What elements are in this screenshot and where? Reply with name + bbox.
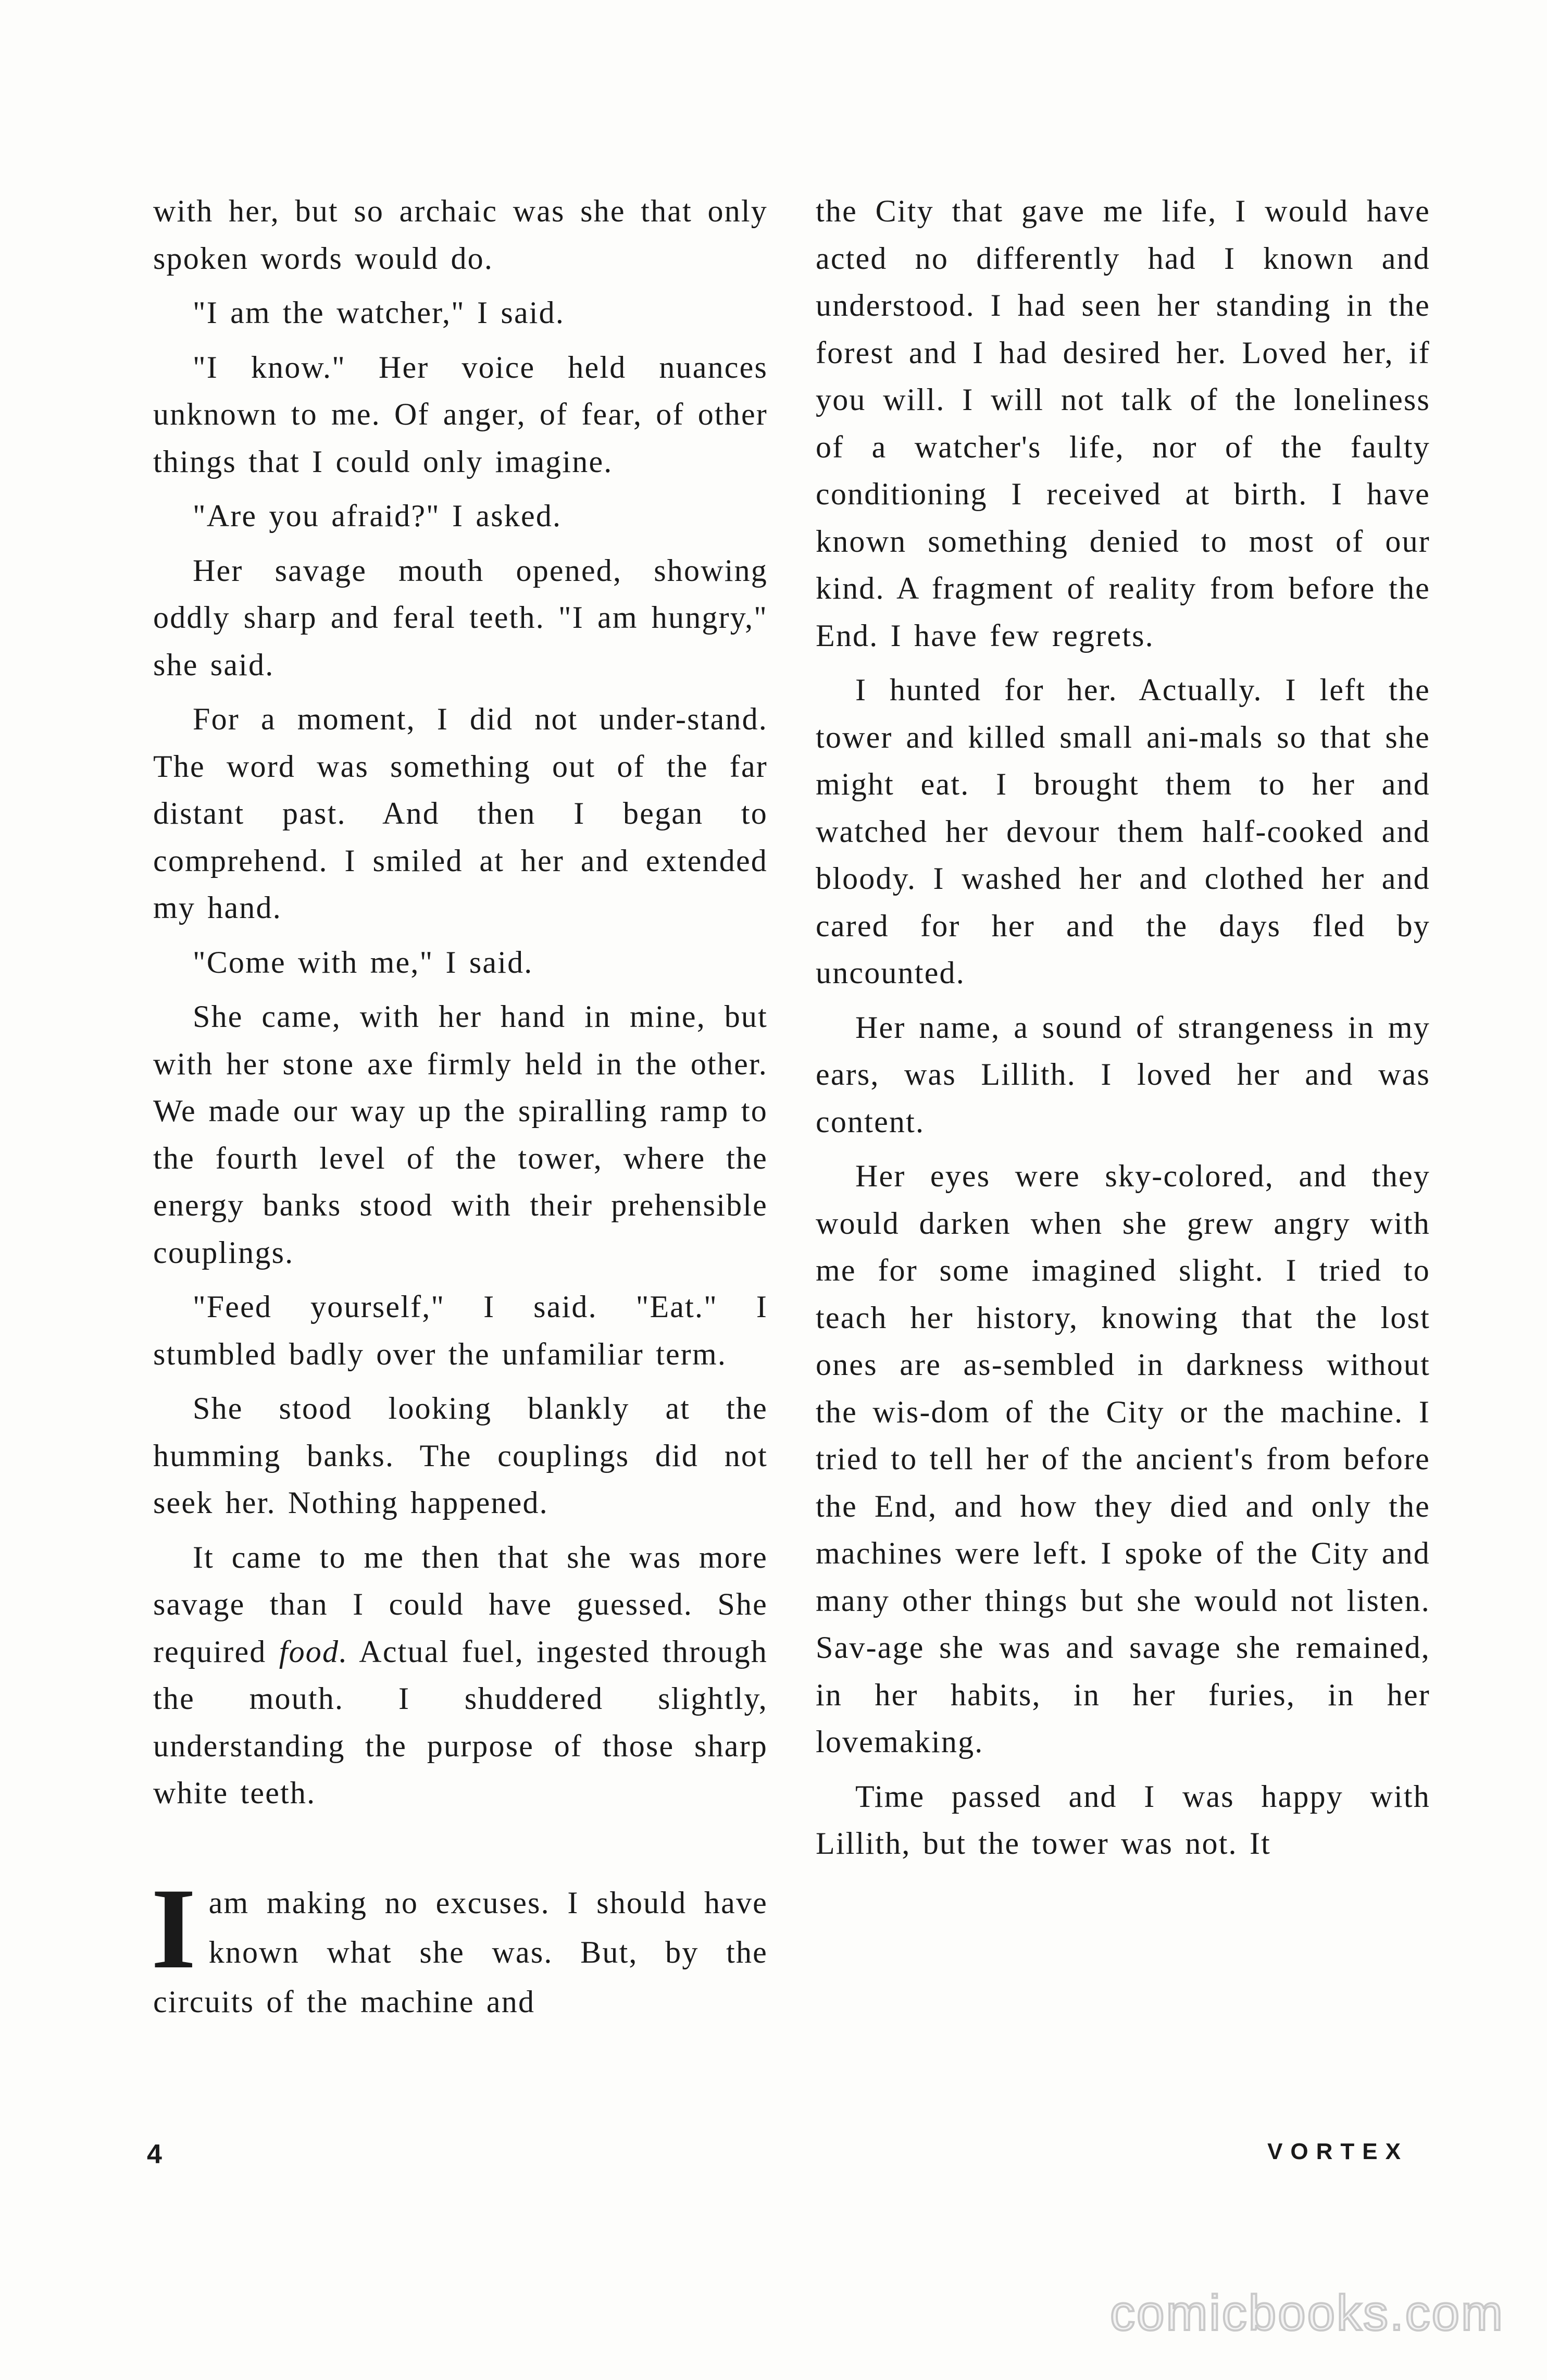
- watermark: comicbooks.com: [1110, 2285, 1504, 2341]
- emphasized-word: food.: [279, 1634, 348, 1669]
- paragraph: She came, with her hand in mine, but with her stone axe firmly held in the other. We made our way up the spiralling ramp to the fourth level of the tower, where the energy banks stood with their prehensible couplings.: [153, 999, 768, 1270]
- page-number: 4: [147, 2139, 163, 2170]
- paragraph: She stood looking blankly at the humming banks. The couplings did not seek her. Nothing happened.: [153, 1391, 768, 1520]
- paragraph: Her name, a sound of strangeness in my ears, was Lillith. I loved her and was content.: [816, 1010, 1430, 1139]
- paragraph: For a moment, I did not under-stand. The word was something out of the far distant past. And then I began to comprehend. I smiled at her and extended my hand.: [153, 702, 768, 925]
- right-text-column: [816, 188, 1430, 1875]
- paragraph: "Are you afraid?" I asked.: [193, 499, 562, 533]
- paragraph-text: It came to me then that she was more savage than I could have guessed. She required: [153, 1540, 768, 1669]
- paragraph-text: Actual fuel, ingested through the mouth. I shuddered slightly, understanding the purpose of those sharp white teeth.: [153, 1634, 768, 1810]
- paragraph: Her eyes were sky-colored, and they would darken when she grew angry with me for some imagined slight. I tried to teach her history, knowing that the lost ones are as-sembled in darkness without the wis-dom of the City or the machine. I tried to tell her of the ancient's from before the End, and how they died and only the machines were left. I spoke of the City and many other things but she would not listen. Sav-age she was and savage she remained, in her habits, in her furies, in her lovemaking.: [816, 1159, 1430, 1759]
- paragraph: "Feed yourself," I said. "Eat." I stumbled badly over the unfamiliar term.: [153, 1290, 768, 1371]
- paragraph-text: am making no excuses. I should have known what she was. But, by the circuits of the machine and: [153, 1885, 768, 2019]
- paragraph: with her, but so archaic was she that only spoken words would do.: [153, 194, 768, 276]
- paragraph: Her savage mouth opened, showing oddly sharp and feral teeth. "I am hungry," she said.: [153, 553, 768, 682]
- drop-cap: I: [151, 1864, 197, 1993]
- paragraph: "I am the watcher," I said.: [193, 295, 565, 330]
- paragraph: I hunted for her. Actually. I left the tower and killed small ani-mals so that she might eat. I brought them to her and watched her devour them half-cooked and bloody. I washed her and clothed her and cared for her and the days fled by uncounted.: [816, 673, 1430, 990]
- paragraph: [153, 1534, 768, 1817]
- left-text-column: [153, 188, 768, 2027]
- paragraph: "I know." Her voice held nuances unknown to me. Of anger, of fear, of other things that I could only imagine.: [153, 350, 768, 479]
- paragraph: Time passed and I was happy with Lillith, but the tower was not. It: [816, 1779, 1430, 1861]
- magazine-title: VORTEX: [1267, 2139, 1408, 2164]
- section-opening-paragraph: [151, 1864, 768, 2027]
- paragraph: "Come with me," I said.: [193, 945, 533, 980]
- paragraph: the City that gave me life, I would have acted no differently had I known and understood. I had seen her standing in the forest and I had desired her. Loved her, if you will. I will not talk of the loneliness of a watcher's life, nor of the faulty conditioning I received at birth. I have known something denied to most of our kind. A fragment of reality from before the End. I have few regrets.: [816, 194, 1430, 653]
